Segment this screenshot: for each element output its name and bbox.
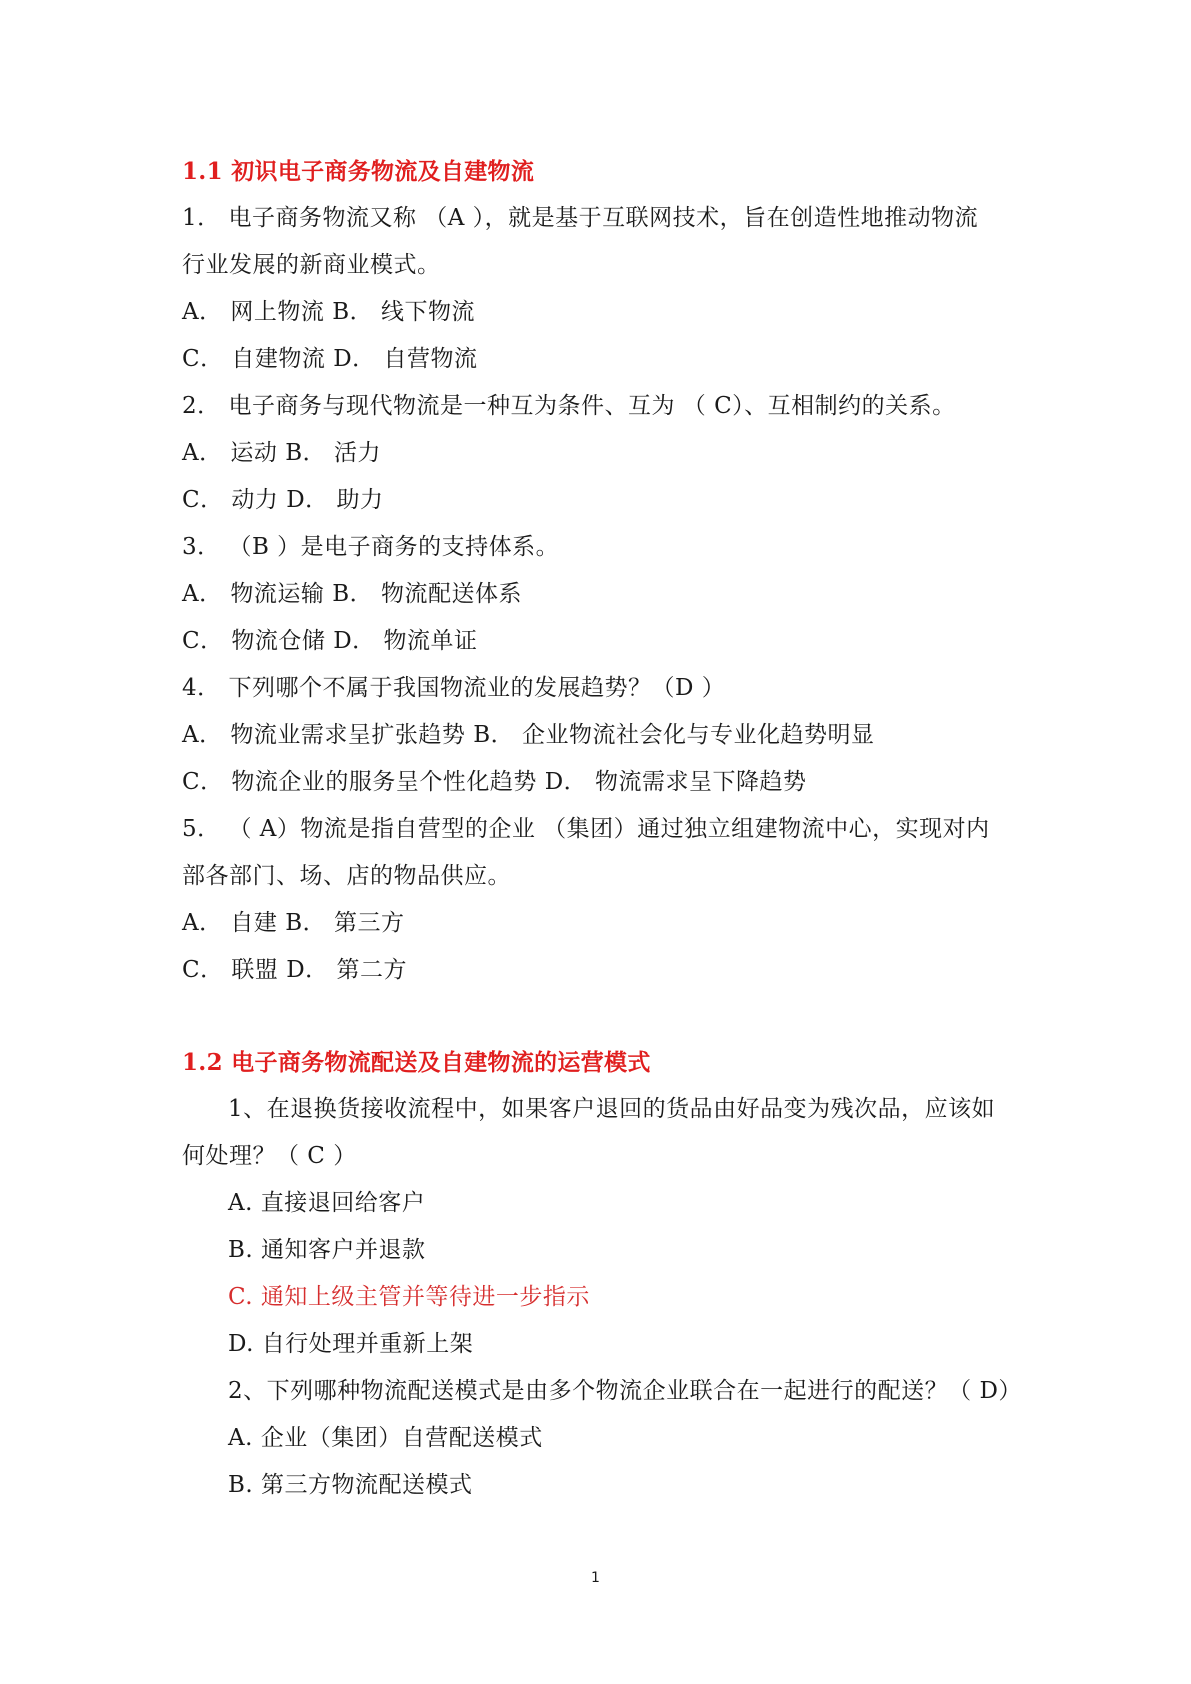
- page-number: 1: [591, 1570, 600, 1586]
- question-5-options-cd: C． 联盟 D． 第二方: [182, 957, 407, 983]
- question-2-options-cd: C． 动力 D． 助力: [182, 487, 384, 513]
- question-5-options-ab: A． 自建 B． 第三方: [182, 910, 405, 936]
- s2-question-1-option-c-answer: C. 通知上级主管并等待进一步指示: [228, 1284, 590, 1310]
- s2-question-2-option-b: B. 第三方物流配送模式: [228, 1472, 473, 1498]
- section-gap: [182, 994, 1022, 1039]
- s2-question-2-option-a: A. 企业（集团）自营配送模式: [228, 1425, 543, 1451]
- question-2-options-ab: A． 运动 B． 活力: [182, 440, 381, 466]
- question-5-line-1: 5． （ A）物流是指自营型的企业 （集团）通过独立组建物流中心，实现对内: [182, 816, 990, 842]
- question-5-line-2: 部各部门、场、店的物品供应。: [182, 863, 511, 889]
- document-content: [182, 148, 1022, 1509]
- question-1-line-2: 行业发展的新商业模式。: [182, 252, 441, 278]
- question-1-options-ab: A． 网上物流 B． 线下物流: [182, 299, 475, 325]
- question-2-line-1: 2． 电子商务与现代物流是一种互为条件、互为 （ C）、互相制约的关系。: [182, 393, 956, 419]
- question-3-line-1: 3． （B ）是电子商务的支持体系。: [182, 534, 560, 560]
- question-3-options-cd: C． 物流仓储 D． 物流单证: [182, 628, 478, 654]
- question-4-options-cd: C． 物流企业的服务呈个性化趋势 D． 物流需求呈下降趋势: [182, 769, 807, 795]
- question-1-line-1: 1． 电子商务物流又称 （A ），就是基于互联网技术，旨在创造性地推动物流: [182, 205, 979, 231]
- section-heading-1-2: 1.2 电子商务物流配送及自建物流的运营模式: [182, 1049, 651, 1076]
- s2-question-1-line-2: 何处理？（ C ）: [182, 1143, 357, 1169]
- section-heading-1-1: 1.1 初识电子商务物流及自建物流: [182, 158, 535, 185]
- s2-question-1-line-1: 1、在退换货接收流程中，如果客户退回的货品由好品变为残次品，应该如: [228, 1096, 996, 1122]
- question-1-options-cd: C． 自建物流 D． 自营物流: [182, 346, 478, 372]
- question-4-line-1: 4． 下列哪个不属于我国物流业的发展趋势？（D ）: [182, 675, 726, 701]
- s2-question-2-line-1: 2、下列哪种物流配送模式是由多个物流企业联合在一起进行的配送？（ D）: [228, 1378, 1022, 1404]
- s2-question-1-option-d: D. 自行处理并重新上架: [228, 1331, 474, 1357]
- s2-question-1-option-a: A. 直接退回给客户: [228, 1190, 426, 1216]
- s2-question-1-option-b: B. 通知客户并退款: [228, 1237, 426, 1263]
- question-3-options-ab: A． 物流运输 B． 物流配送体系: [182, 581, 522, 607]
- question-4-options-ab: A． 物流业需求呈扩张趋势 B． 企业物流社会化与专业化趋势明显: [182, 722, 875, 748]
